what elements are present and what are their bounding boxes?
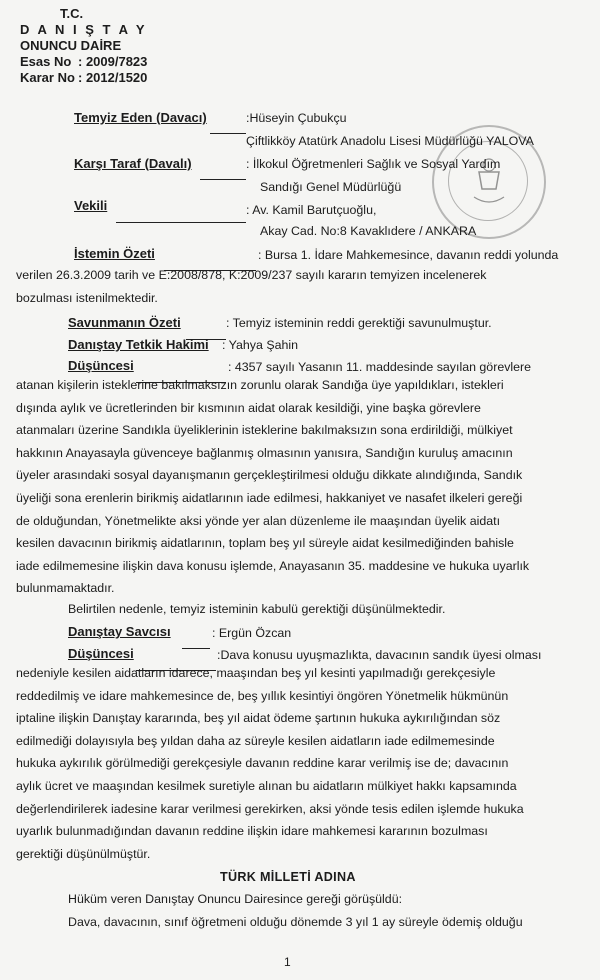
temyiz-eden-value-2: Çiftlikköy Atatürk Anadolu Lisesi Müdürlüğü YALOVA: [246, 134, 534, 148]
text-line: hukuka aykırılık görülmediği gerekçesiyle davanın reddine karar verilmiş ise de; davacının: [16, 756, 509, 771]
text-line: atanmaları üzerine Sandıkla üyeliklerinin isteklerine bakılmaksızın sona erdirildiği, mülkiyet: [16, 423, 513, 438]
text-line: hakkının Anayasayla güvenceye bağlanmış olmasının yanısıra, Sandığın kuruluş amacının: [16, 445, 513, 460]
text-line: üyeler arasındaki sosyal dayanışmanın gerçekleştirilmesi olduğu dikkate alındığında, Sandık: [16, 468, 523, 483]
vekili-label: Vekili: [74, 198, 108, 213]
text-line: nedeniyle kesilen aidatların idarece, maaşından beş yıl kesinti yapılmadığı gerekçesiyle: [16, 666, 496, 680]
savunma-label: Savunmanın Özeti: [68, 315, 181, 330]
karar-key: Karar No: [20, 70, 75, 85]
savci-value: : Ergün Özcan: [212, 626, 292, 640]
savci-label: Danıştay Savcısı: [68, 624, 171, 639]
temyiz-eden-value-1: :Hüseyin Çubukçu: [246, 111, 347, 125]
text-line: reddedilmiş ve idare mahkemesince de, beş yıllık kesintiyi öngören Yönetmelik hükmünün: [16, 688, 509, 703]
court-name: D A N I Ş T A Y: [20, 22, 148, 37]
page-number: 1: [284, 955, 291, 969]
tetkik-hakimi-value: : Yahya Şahin: [222, 338, 299, 352]
karsi-taraf-label: Karşı Taraf (Davalı): [74, 156, 192, 171]
dusuncesi-label: Düşüncesi: [68, 358, 134, 373]
text-line: atanan kişilerin isteklerine bakılmaksızın zorunlu olarak Sandığa üye yapıldıkları, istekleri: [16, 378, 504, 392]
text-line: de olduğundan, Yönetmelikte aksi yönde yer alan düzenleme ile maaşından üyelik aidatı: [16, 513, 501, 528]
savci-dusuncesi-label: Düşüncesi: [68, 646, 134, 661]
text-line: üyeliği sona erenlerin birikmiş aidatlarının iade edilmesi, hakkaniyet ve nasafet ilkeleri gereği: [16, 490, 523, 505]
text-line: iade edilmemesine ilişkin dava konusu işlemde, Anayasanın 35. maddesine ve hukuka uyarlık: [16, 558, 530, 573]
dusuncesi-first: : 4357 sayılı Yasanın 11. maddesinde sayılan görevlere: [228, 360, 532, 374]
text-line: aylık ücret ve maaşından kesilmek suretiyle alınan bu aidatların mülkiyet hakkı kapsamında: [16, 778, 517, 793]
dusuncesi-conclusion: Belirtilen nedenle, temyiz isteminin kabulü gerektiği düşünülmektedir.: [68, 602, 446, 616]
karar-value: : 2012/1520: [78, 70, 148, 85]
text-line: uyarlık bulunmadığından davanın reddine ilişkin idare mahkemesi kararının bozulması: [16, 824, 488, 839]
text-line: bozulması istenilmektedir.: [16, 290, 158, 305]
istemin-ozeti-label: İstemin Özeti: [74, 246, 155, 261]
document-header: [20, 6, 147, 86]
tc-label: T.C.: [60, 6, 84, 21]
istemin-ozeti-body: [16, 264, 584, 309]
karsi-taraf-value-1: : İlkokul Öğretmenleri Sağlık ve Sosyal Yardım: [246, 157, 501, 171]
text-line: gerektiği düşünülmüştür.: [16, 846, 151, 861]
savunma-value: : Temyiz isteminin reddi gerektiği savunulmuştur.: [226, 316, 492, 330]
section-title: TÜRK MİLLETİ ADINA: [220, 870, 356, 884]
esas-key: Esas No: [20, 54, 72, 69]
dusuncesi-body: [16, 374, 586, 600]
text-line: iptaline ilişkin Danıştay kararında, beş yıl aidat ödeme şartının hukuka aykırılığından söz: [16, 711, 501, 726]
istemin-ozeti-first: : Bursa 1. İdare Mahkemesince, davanın reddi yolunda: [258, 248, 559, 262]
temyiz-eden-label: Temyiz Eden (Davacı): [74, 110, 207, 125]
esas-value: : 2009/7823: [78, 54, 148, 69]
dava-line: Dava, davacının, sınıf öğretmeni olduğu dönemde 3 yıl 1 ay süreyle ödemiş olduğu: [68, 915, 523, 929]
hukum-line: Hüküm veren Danıştay Onuncu Dairesince gereği görüşüldü:: [68, 892, 403, 906]
text-line: dışında aylık ve ücretlerinden bir kısmının aidat olarak kesildiği, yine başka görevlere: [16, 400, 481, 415]
text-line: değerlendirilerek iadesine karar verilmesi gerekirken, aksi yönde tesis edilen işlemde hukuka: [16, 801, 524, 816]
esas-row: [20, 54, 147, 70]
chamber-name: ONUNCU DAİRE: [20, 38, 122, 53]
savci-dusuncesi-body: [16, 662, 586, 865]
karsi-taraf-value-2: Sandığı Genel Müdürlüğü: [260, 180, 402, 194]
text-line: bulunmamaktadır.: [16, 581, 115, 596]
vekili-value-2: Akay Cad. No:8 Kavaklıdere / ANKARA: [260, 224, 477, 238]
savci-dusuncesi-first: :Dava konusu uyuşmazlıkta, davacının sandık üyesi olması: [217, 648, 542, 662]
text-line: kesilen davacının birikmiş aidatlarının, toplam beş yıl süreyle aidat kesilmediğinden bahisle: [16, 536, 514, 551]
vekili-value-1: : Av. Kamil Barutçuoğlu,: [246, 203, 377, 217]
tetkik-hakimi-label: Danıştay Tetkik Hakimi: [68, 337, 209, 352]
karar-row: [20, 70, 147, 86]
text-line: edilmediği dolayısıyla beş yıldan daha az süreyle kesilen aidatların iade edilmemesinde: [16, 733, 495, 748]
text-line: verilen 26.3.2009 tarih ve E:2008/878, K:2009/237 sayılı kararın temyizen incelenerek: [16, 268, 487, 282]
